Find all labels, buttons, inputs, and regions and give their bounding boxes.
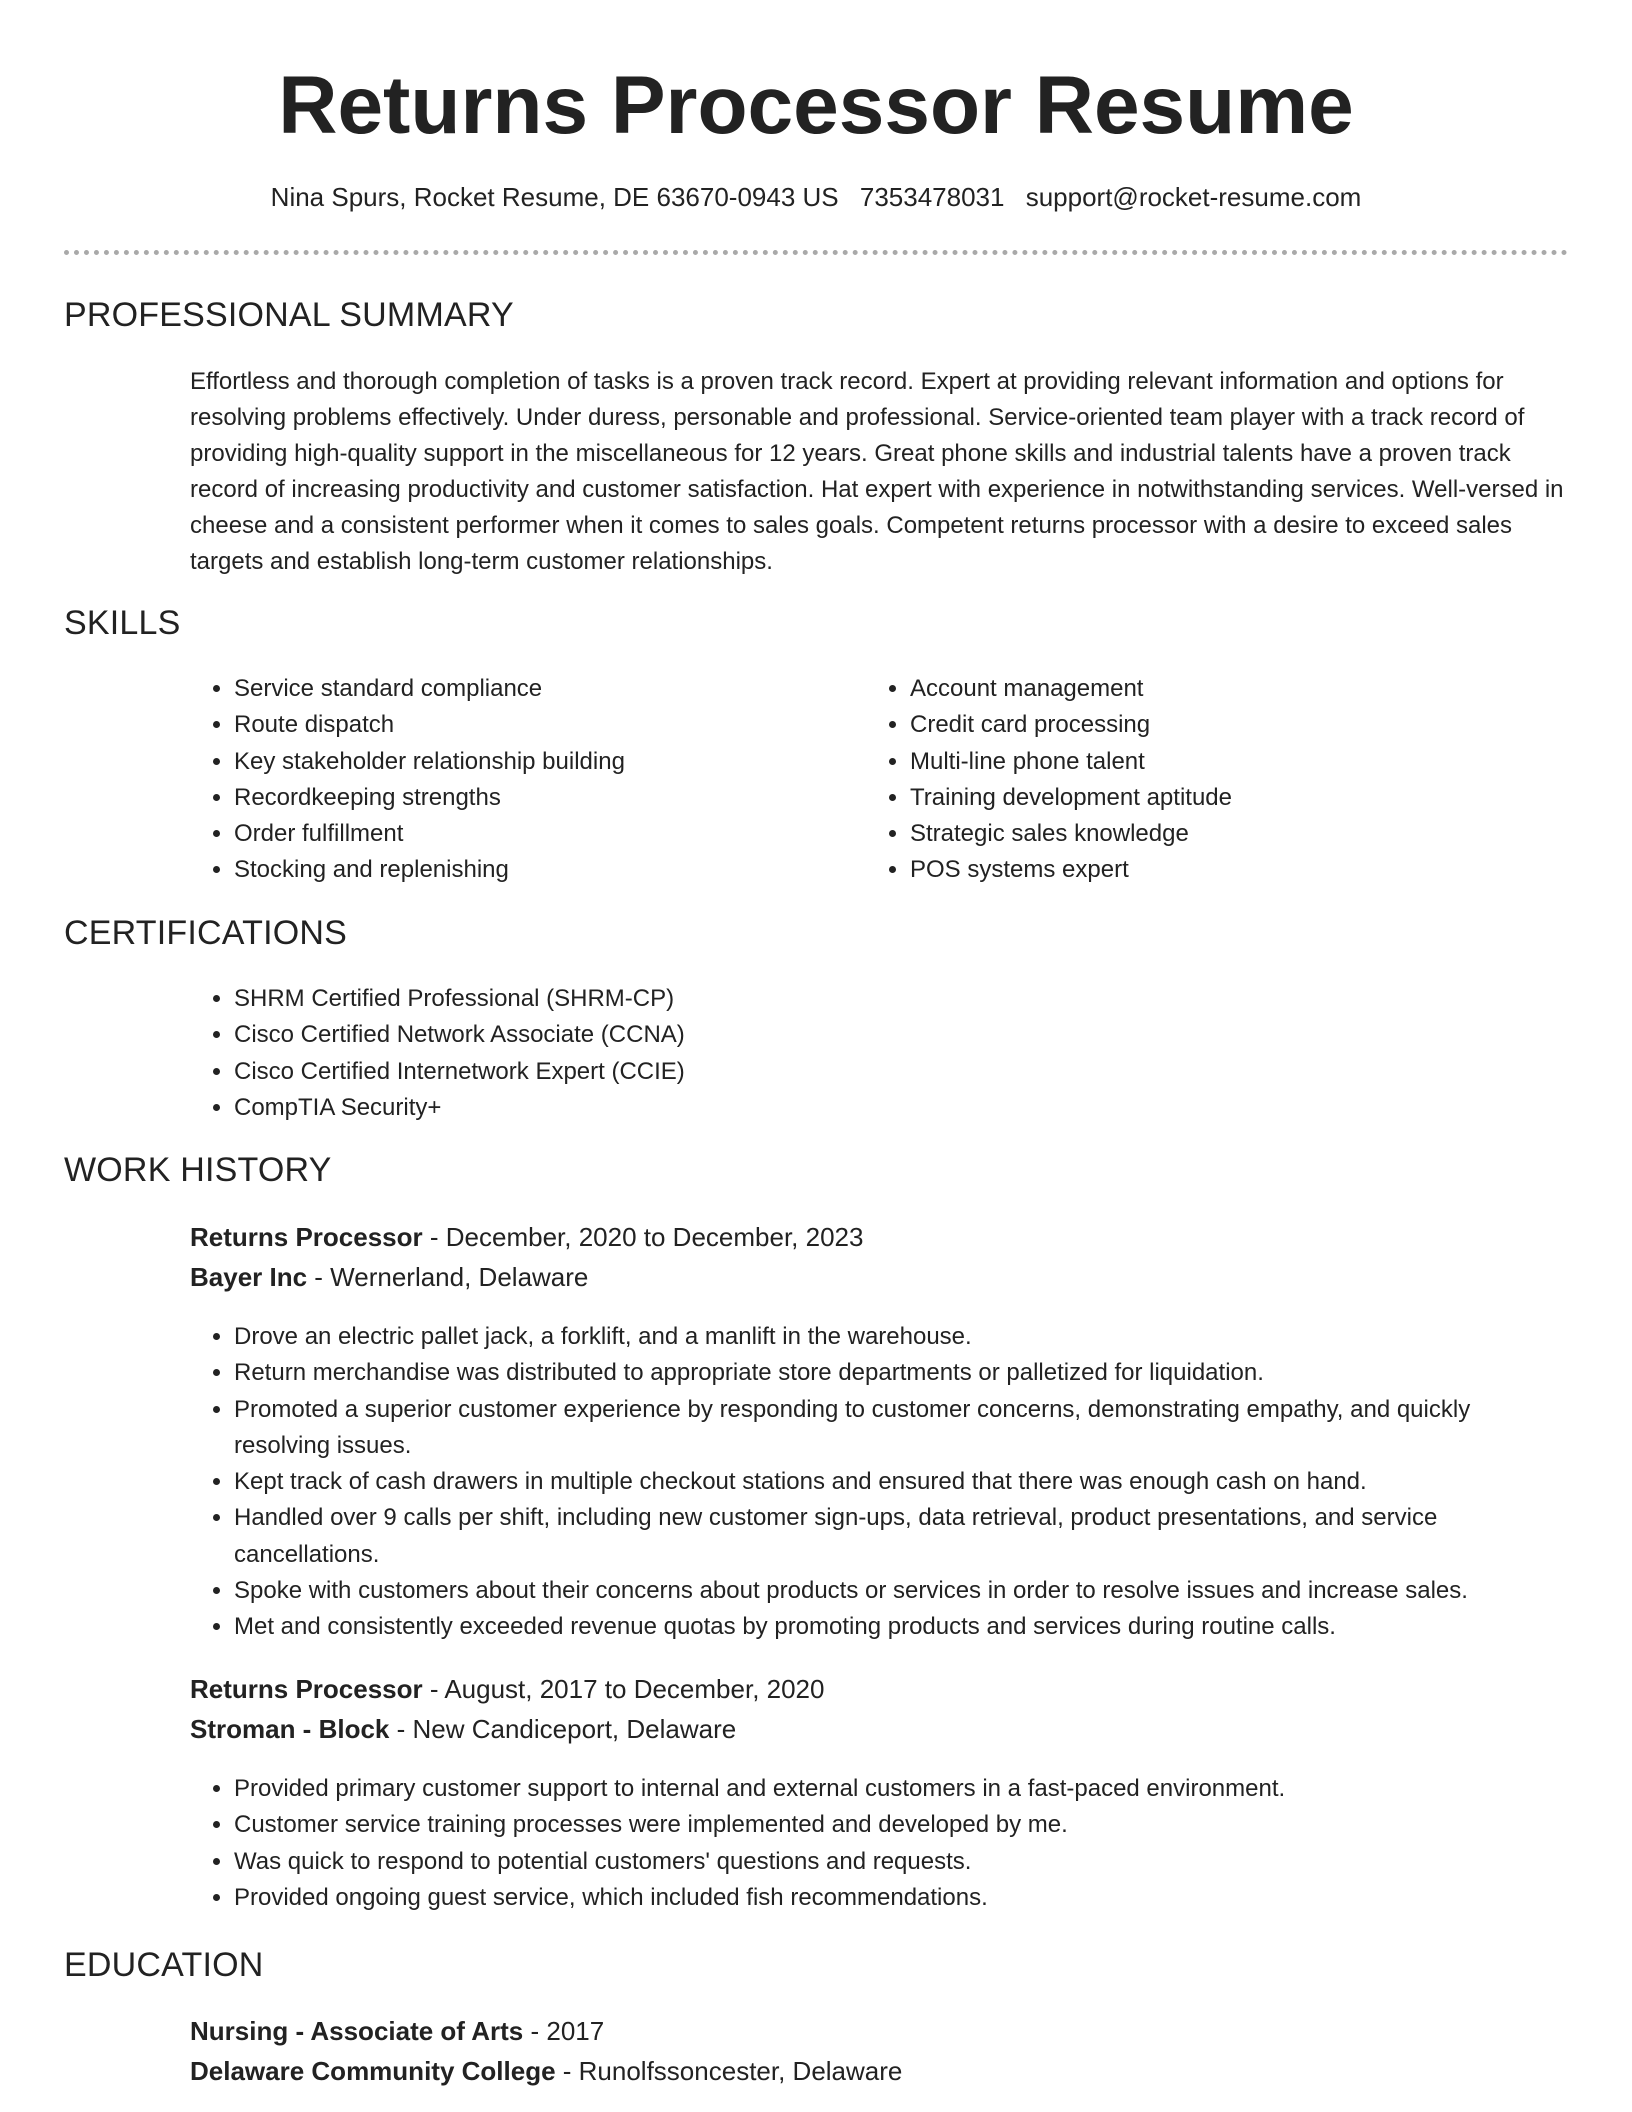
job-bullets	[190, 1319, 1568, 1646]
job-title: Returns Processor	[190, 1222, 423, 1252]
contact-line	[0, 182, 1632, 213]
skill-item: • Account management	[910, 671, 1486, 707]
job-bullet: • Handled over 9 calls per shift, including new customer sign-ups, data retrieval, product presentations, and service cancellations.	[234, 1500, 1568, 1573]
job-bullet: • Provided primary customer support to internal and external customers in a fast-paced environment.	[234, 1771, 1568, 1807]
contact-address: Nina Spurs, Rocket Resume, DE 63670-0943 US	[270, 182, 839, 212]
job-company: Bayer Inc	[190, 1262, 308, 1292]
certifications-block	[190, 981, 1090, 1126]
job-dates: - December, 2020 to December, 2023	[422, 1222, 864, 1252]
education-school-line	[190, 2051, 1568, 2091]
skills-column-right	[866, 671, 1486, 889]
skill-item: • Multi-line phone talent	[910, 744, 1486, 780]
job-bullet: • Drove an electric pallet jack, a forklift, and a manlift in the warehouse.	[234, 1319, 1568, 1355]
certification-item: • CompTIA Security+	[234, 1090, 1090, 1126]
job-dates: - August, 2017 to December, 2020	[422, 1674, 825, 1704]
education-entry	[190, 2011, 1568, 2091]
skill-item: • POS systems expert	[910, 852, 1486, 888]
job-location: - Wernerland, Delaware	[307, 1262, 589, 1292]
job-company-line	[190, 1257, 1568, 1297]
job-company-line	[190, 1709, 1568, 1749]
skill-item: • Order fulfillment	[234, 816, 810, 852]
contact-email: support@rocket-resume.com	[1025, 182, 1362, 212]
skill-item: • Credit card processing	[910, 707, 1486, 743]
skill-item: • Training development aptitude	[910, 780, 1486, 816]
certification-item: • Cisco Certified Network Associate (CCNA)	[234, 1017, 1090, 1053]
job-location: - New Candiceport, Delaware	[389, 1714, 737, 1744]
job-company: Stroman - Block	[190, 1714, 390, 1744]
job-bullet: • Kept track of cash drawers in multiple checkout stations and ensured that there was enough cash on hand.	[234, 1464, 1568, 1500]
certifications-list	[190, 981, 1090, 1126]
job-bullet: • Provided ongoing guest service, which included fish recommendations.	[234, 1880, 1568, 1916]
job-bullet: • Met and consistently exceeded revenue quotas by promoting products and services during routine calls.	[234, 1609, 1568, 1645]
section-title-summary: PROFESSIONAL SUMMARY	[64, 296, 514, 334]
certification-item: • Cisco Certified Internetwork Expert (CCIE)	[234, 1054, 1090, 1090]
skill-item: • Recordkeeping strengths	[234, 780, 810, 816]
section-title-education: EDUCATION	[64, 1946, 264, 1984]
education-degree-line	[190, 2011, 1568, 2051]
section-title-work-history: WORK HISTORY	[64, 1151, 332, 1189]
job-title: Returns Processor	[190, 1674, 423, 1704]
education-year: - 2017	[523, 2016, 605, 2046]
skill-item: • Strategic sales knowledge	[910, 816, 1486, 852]
skills-list-right	[866, 671, 1486, 889]
section-title-skills: SKILLS	[64, 604, 181, 642]
header-divider	[64, 250, 1568, 255]
section-title-certifications: CERTIFICATIONS	[64, 914, 348, 952]
job-bullets-block	[190, 1771, 1568, 1916]
education-school: Delaware Community College	[190, 2056, 556, 2086]
skill-item: • Service standard compliance	[234, 671, 810, 707]
skills-list-left	[190, 671, 810, 889]
skill-item: • Stocking and replenishing	[234, 852, 810, 888]
summary-text: Effortless and thorough completion of tasks is a proven track record. Expert at providing relevant information and options for resolving problems effectively. Under duress, personable and professional. Service-oriented team player with a track record of providing high-quality support in the miscellaneous for 12 years. Great phone skills and industrial talents have a proven track record of increasing productivity and customer satisfaction. Hat expert with experience in notwithstanding services. Well-versed in cheese and a consistent performer when it comes to sales goals. Competent returns processor with a desire to exceed sales targets and establish long-term customer relationships.	[190, 368, 1564, 575]
contact-phone: 7353478031	[859, 182, 1005, 212]
skill-item: • Key stakeholder relationship building	[234, 744, 810, 780]
job-bullet: • Was quick to respond to potential customers' questions and requests.	[234, 1844, 1568, 1880]
job-title-line	[190, 1217, 1568, 1257]
job-title-line	[190, 1669, 1568, 1709]
job-entry	[190, 1217, 1568, 1297]
job-bullet: • Promoted a superior customer experience by responding to customer concerns, demonstrating empathy, and quickly resolving issues.	[234, 1392, 1568, 1465]
job-bullet: • Return merchandise was distributed to appropriate store departments or palletized for liquidation.	[234, 1355, 1568, 1391]
education-location: - Runolfssoncester, Delaware	[555, 2056, 903, 2086]
skills-column-left	[190, 671, 810, 889]
job-bullet: • Customer service training processes were implemented and developed by me.	[234, 1807, 1568, 1843]
certification-item: • SHRM Certified Professional (SHRM-CP)	[234, 981, 1090, 1017]
education-degree: Nursing - Associate of Arts	[190, 2016, 524, 2046]
job-bullet: • Spoke with customers about their concerns about products or services in order to resolve issues and increase sales.	[234, 1573, 1568, 1609]
job-bullets	[190, 1771, 1568, 1916]
job-bullets-block	[190, 1319, 1568, 1646]
job-entry	[190, 1669, 1568, 1749]
page-title: Returns Processor Resume	[278, 60, 1354, 151]
skill-item: • Route dispatch	[234, 707, 810, 743]
